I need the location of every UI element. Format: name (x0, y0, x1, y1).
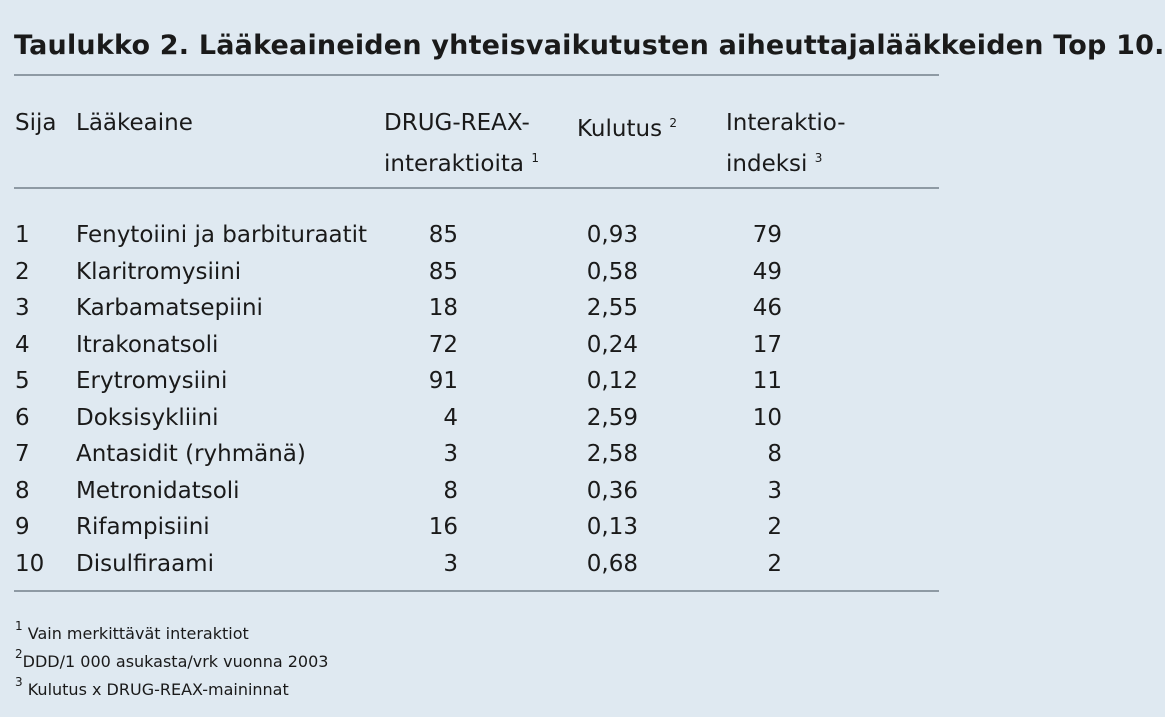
table-row (0, 400, 956, 436)
footnote-mark: 2 (15, 647, 23, 661)
table-row (0, 473, 956, 509)
rank-cell: 6 (15, 404, 30, 431)
footnote (15, 672, 328, 700)
drug-cell: Karbamatsepiini (76, 295, 263, 321)
interactions-cell: 85 (428, 258, 458, 285)
header-divider (14, 187, 939, 189)
interactions-cell: 8 (443, 477, 458, 504)
index-cell: 2 (767, 550, 782, 577)
footnotes (15, 616, 328, 700)
interactions-cell: 91 (428, 368, 458, 394)
title-divider (14, 74, 939, 76)
footnote-mark: 3 (15, 675, 23, 689)
bottom-divider (14, 590, 939, 592)
consumption-cell: 2,55 (586, 295, 638, 321)
header-index-line1: Interaktio- (726, 110, 846, 136)
interactions-cell: 16 (428, 514, 458, 540)
footnote (15, 644, 328, 672)
header-rank: Sija (15, 110, 57, 136)
interactions-cell: 4 (443, 404, 458, 431)
rank-cell: 8 (15, 477, 30, 504)
rank-cell: 5 (15, 368, 30, 394)
consumption-cell: 0,93 (586, 222, 638, 248)
footnote-text: Vain merkittävät interaktiot (27, 624, 249, 643)
consumption-cell: 2,59 (586, 404, 638, 431)
index-cell: 49 (752, 258, 782, 285)
header-index-footnote-mark: 3 (814, 151, 823, 165)
table-row (0, 217, 956, 253)
drug-cell: Metronidatsoli (76, 477, 240, 504)
drug-cell: Rifampisiini (76, 514, 210, 540)
rank-cell: 10 (15, 550, 45, 577)
header-consumption-footnote-mark: 2 (669, 116, 678, 130)
table-row (0, 327, 956, 363)
footnote (15, 616, 328, 644)
index-cell: 10 (752, 404, 782, 431)
index-cell: 17 (752, 331, 782, 358)
header-interactions (384, 106, 539, 182)
table-title: Taulukko 2. Lääkeaineiden yhteisvaikutusten aiheuttajalääkkeiden Top 10. (14, 30, 1165, 61)
interactions-cell: 85 (428, 222, 458, 248)
footnote-text: Kulutus x DRUG-REAX-maininnat (27, 680, 289, 699)
table-row (0, 363, 956, 399)
consumption-cell: 0,13 (586, 514, 638, 540)
drug-cell: Itrakonatsoli (76, 331, 219, 358)
table-row (0, 254, 956, 290)
table-row (0, 509, 956, 545)
rank-cell: 3 (15, 295, 30, 321)
table-row (0, 290, 956, 326)
drug-cell: Klaritromysiini (76, 258, 242, 285)
interactions-cell: 72 (428, 331, 458, 358)
drug-cell: Erytromysiini (76, 368, 228, 394)
index-cell: 46 (752, 295, 782, 321)
index-cell: 2 (767, 514, 782, 540)
drug-cell: Doksisykliini (76, 404, 219, 431)
rank-cell: 4 (15, 331, 30, 358)
header-index (726, 106, 846, 182)
footnote-text: DDD/1 000 asukasta/vrk vuonna 2003 (22, 652, 329, 671)
rank-cell: 7 (15, 441, 30, 467)
drug-cell: Disulfiraami (76, 550, 214, 577)
consumption-cell: 0,24 (586, 331, 638, 358)
index-cell: 8 (767, 441, 782, 467)
interactions-cell: 18 (428, 295, 458, 321)
consumption-cell: 0,58 (586, 258, 638, 285)
index-cell: 3 (767, 477, 782, 504)
header-interactions-footnote-mark: 1 (531, 151, 539, 165)
consumption-cell: 2,58 (586, 441, 638, 467)
consumption-cell: 0,36 (586, 477, 638, 504)
drug-cell: Antasidit (ryhmänä) (76, 441, 306, 467)
drug-cell: Fenytoiini ja barbituraatit (76, 222, 368, 248)
header-consumption-label: Kulutus (577, 116, 663, 142)
header-index-line2: indeksi (726, 151, 808, 177)
index-cell: 79 (752, 222, 782, 248)
rank-cell: 1 (15, 222, 30, 248)
table-row (0, 546, 956, 582)
footnote-mark: 1 (15, 619, 23, 633)
interactions-cell: 3 (443, 550, 458, 577)
table-row (0, 436, 956, 472)
header-interactions-line1: DRUG-REAX- (384, 110, 530, 136)
rank-cell: 9 (15, 514, 30, 540)
header-interactions-line2: interaktioita (384, 151, 524, 177)
rank-cell: 2 (15, 258, 30, 285)
index-cell: 11 (752, 368, 782, 394)
consumption-cell: 0,12 (586, 368, 638, 394)
consumption-cell: 0,68 (586, 550, 638, 577)
interactions-cell: 3 (443, 441, 458, 467)
header-consumption (577, 106, 677, 147)
header-drug: Lääkeaine (76, 110, 193, 136)
